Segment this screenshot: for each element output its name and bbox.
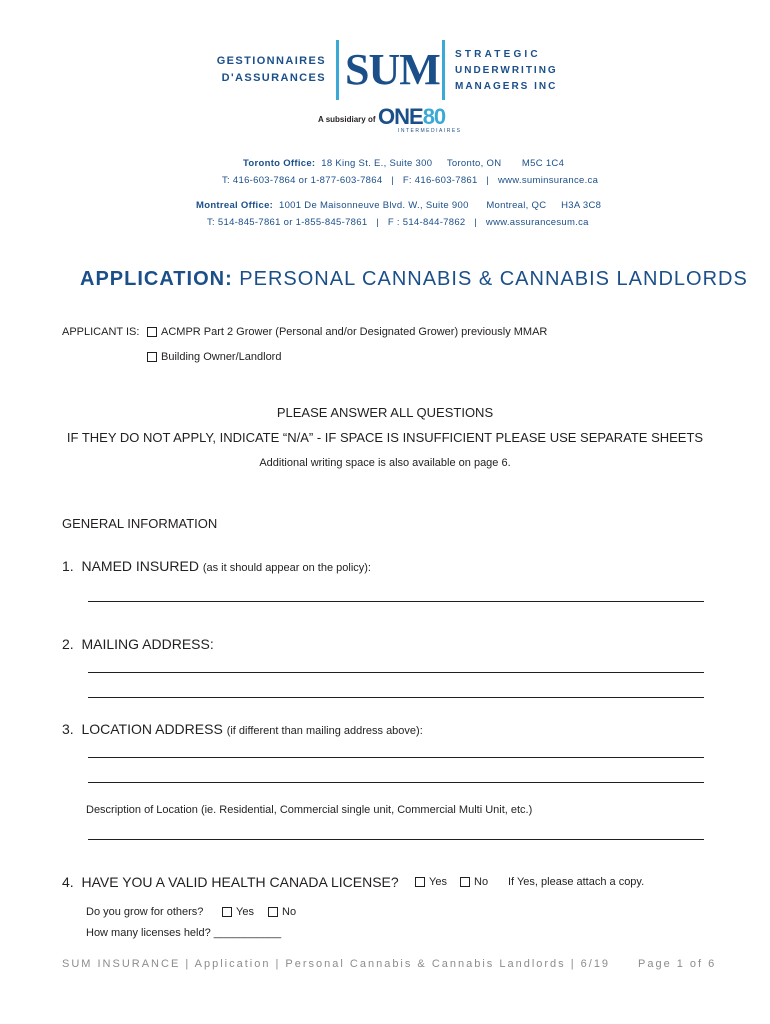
applicant-label: APPLICANT IS: (62, 326, 140, 338)
one80-one: ONE (378, 104, 423, 129)
montreal-address: 1001 De Maisonneuve Blvd. W., Suite 900 Montreal, QC H3A 3C8 (279, 200, 602, 211)
one80-logo (378, 104, 445, 130)
toronto-office (243, 158, 564, 169)
instruction-line3: Additional writing space is also available on page 6. (259, 457, 511, 469)
title-bold: APPLICATION: (80, 268, 233, 290)
q4-note: If Yes, please attach a copy. (508, 876, 645, 888)
q4-yes-label: Yes (429, 876, 447, 888)
q3-note: (if different than mailing address above): (226, 725, 423, 737)
checkbox-q4-yes[interactable] (415, 877, 425, 887)
checkbox-q4-no[interactable] (460, 877, 470, 887)
grow-yes-label: Yes (236, 906, 254, 918)
logo-english-text (455, 47, 558, 95)
logo-divider-right (442, 40, 445, 100)
q4-yes-option[interactable] (415, 876, 447, 888)
q1-label: NAMED INSURED (81, 558, 199, 574)
option-grower-label: ACMPR Part 2 Grower (Personal and/or Designated Grower) previously MMAR (161, 326, 548, 338)
q4-no-option[interactable] (460, 876, 488, 888)
q4-number: 4. (62, 874, 74, 890)
toronto-contact: T: 416-603-7864 or 1-877-603-7864 | F: 416-603-7861 | www.suminsurance.ca (222, 175, 599, 186)
grow-no-option[interactable] (268, 906, 296, 918)
logo-sum: SUM (345, 45, 440, 94)
q4-label: HAVE YOU A VALID HEALTH CANADA LICENSE? (81, 874, 399, 890)
q3-number: 3. (62, 721, 74, 737)
logo-right-line3: MANAGERS INC (455, 81, 558, 92)
checkbox-landlord[interactable] (147, 352, 157, 362)
q1-answer-line[interactable] (88, 601, 704, 602)
logo-left-line1: GESTIONNAIRES (216, 55, 326, 67)
option-landlord-label: Building Owner/Landlord (161, 351, 282, 363)
q3-description-line[interactable] (88, 839, 704, 840)
toronto-label: Toronto Office: (243, 158, 316, 169)
grow-no-label: No (282, 906, 297, 918)
subsidiary-text: A subsidiary of (318, 115, 376, 124)
question-3 (62, 721, 423, 737)
logo-right-line1: STRATEGIC (455, 49, 541, 60)
q2-label: MAILING ADDRESS: (81, 636, 214, 652)
q2-answer-line-1[interactable] (88, 672, 704, 673)
one80-80: 80 (422, 104, 446, 129)
section-heading: GENERAL INFORMATION (62, 516, 218, 531)
q3-description-label: Description of Location (ie. Residential, Commercial single unit, Commercial Multi Unit, etc.) (86, 804, 533, 816)
q2-number: 2. (62, 636, 74, 652)
montreal-contact: T: 514-845-7861 or 1-855-845-7861 | F : 514-844-7862 | www.assurancesum.ca (207, 217, 589, 228)
toronto-address: 18 King St. E., Suite 300 Toronto, ON M5C 1C4 (321, 158, 565, 169)
logo-right-line2: UNDERWRITING (455, 65, 558, 76)
applicant-option-grower[interactable] (147, 326, 547, 338)
question-1 (62, 558, 371, 574)
footer-left: SUM INSURANCE | Application | Personal Cannabis & Cannabis Landlords | 6/19 (62, 958, 611, 970)
q3-answer-line-2[interactable] (88, 782, 704, 783)
title-rest: PERSONAL CANNABIS & CANNABIS LANDLORDS (232, 268, 748, 290)
applicant-option-landlord[interactable] (147, 351, 281, 363)
logo-left-line2: D'ASSURANCES (221, 72, 326, 84)
q2-answer-line-2[interactable] (88, 697, 704, 698)
grow-others-label: Do you grow for others? (86, 906, 204, 918)
licenses-held-label: How many licenses held? ___________ (86, 927, 282, 939)
q1-note: (as it should appear on the policy): (202, 562, 371, 574)
montreal-label: Montreal Office: (196, 200, 274, 211)
instruction-line1: PLEASE ANSWER ALL QUESTIONS (276, 405, 494, 420)
grow-yes-option[interactable] (222, 906, 254, 918)
montreal-office (196, 200, 601, 211)
question-2 (62, 636, 214, 652)
checkbox-grower[interactable] (147, 327, 157, 337)
checkbox-grow-yes[interactable] (222, 907, 232, 917)
checkbox-grow-no[interactable] (268, 907, 278, 917)
q3-answer-line-1[interactable] (88, 757, 704, 758)
one80-intermediaires: INTERMEDIAIRES (398, 128, 462, 134)
logo-french-text (217, 53, 326, 87)
q1-number: 1. (62, 558, 74, 574)
question-4 (62, 874, 399, 890)
footer-page-number: Page 1 of 6 (638, 958, 717, 970)
logo-divider-left (336, 40, 339, 100)
page-title (80, 268, 748, 291)
instruction-line2: IF THEY DO NOT APPLY, INDICATE “N/A” - IF SPACE IS INSUFFICIENT PLEASE USE SEPARATE SHEETS (66, 430, 704, 445)
q4-no-label: No (474, 876, 489, 888)
q3-label: LOCATION ADDRESS (81, 721, 223, 737)
